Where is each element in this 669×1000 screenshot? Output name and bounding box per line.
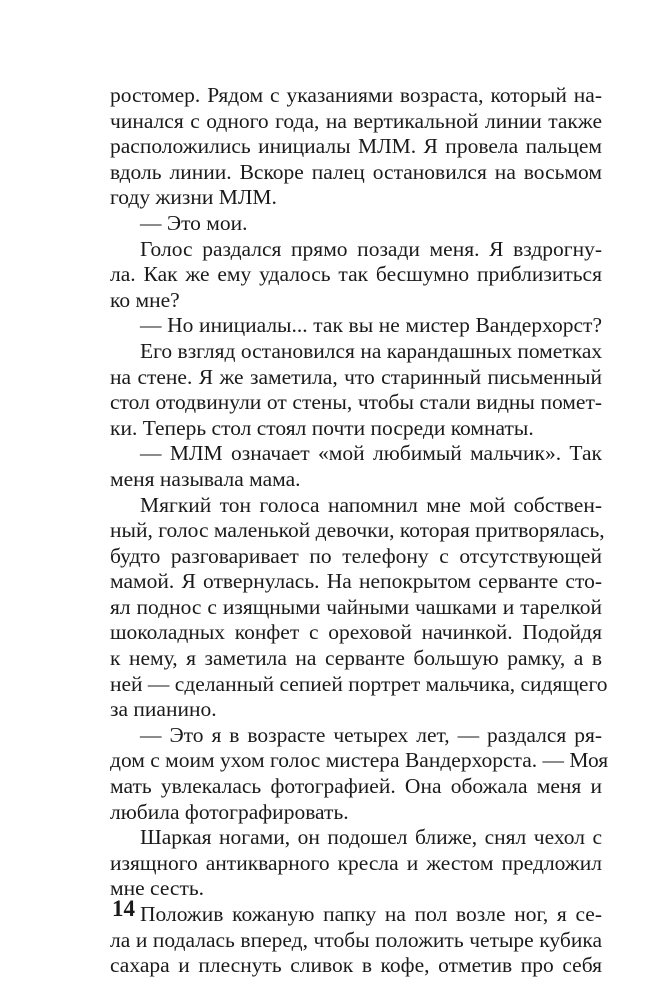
text-line: — Это я в возрасте четырех лет, — раздался ря- [140, 722, 602, 747]
text-line: за пианино. [110, 697, 217, 722]
text-line: ростомер. Рядом с указаниями возраста, который на- [110, 83, 602, 107]
text-line: любила фотографировать. [110, 799, 349, 824]
text-line: ней — сделанный сепией портрет мальчика, сидящего [110, 671, 608, 696]
text-line: Положив кожаную папку на пол возле ног, я се- [140, 902, 602, 926]
text-line: меня называла мама. [110, 466, 301, 491]
text-line: Шаркая ногами, он подошел ближе, снял чехол с [140, 825, 602, 850]
text-line: мать увлекалась фотографией. Она обожала меня и [110, 774, 602, 799]
text-line: — Это мои. [140, 210, 248, 235]
text-line: мамой. Я отвернулась. На непокрытом серванте сто- [110, 569, 602, 594]
text-line: году жизни МЛМ. [110, 185, 277, 210]
text-line: ко мне? [110, 287, 180, 312]
text-line: стол отодвинули от стены, чтобы стали видны помет- [110, 390, 602, 415]
text-line: вдоль линии. Вскоре палец остановился на восьмом [110, 159, 602, 184]
text-line: Его взгляд остановился на карандашных пометках [140, 338, 603, 363]
text-line: на стене. Я же заметила, что старинный письменный [110, 364, 602, 389]
text-line: шоколадных конфет с ореховой начинкой. Подойдя [110, 620, 602, 645]
text-line: ял поднос с изящными чайными чашками и тарелкой [110, 594, 602, 619]
text-line: — Но инициалы... так вы не мистер Вандерхорст? [140, 313, 602, 338]
page-number: 14 [112, 896, 135, 921]
text-line: мне сесть. [110, 876, 205, 901]
text-line: ный, голос маленькой девочки, которая притворялась, [110, 518, 605, 543]
text-line: дом с моим ухом голос мистера Вандерхорста. — Моя [110, 748, 609, 773]
text-line: чинался с одного года, на вертикальной линии также [110, 108, 602, 133]
text-line: будто разговаривает по телефону с отсутствующей [110, 543, 602, 568]
page-text [110, 83, 609, 979]
text-line: — МЛМ означает «мой любимый мальчик». Так [140, 441, 602, 466]
text-line: к нему, я заметила на серванте большую рамку, а в [110, 646, 602, 671]
text-line: ки. Теперь стол стоял почти посреди комнаты. [110, 415, 534, 440]
text-line: ла. Как же ему удалось так бесшумно приблизиться [110, 262, 602, 287]
text-line: расположились инициалы МЛМ. Я провела пальцем [110, 134, 602, 159]
text-line: изящного антикварного кресла и жестом предложил [110, 850, 602, 875]
text-line: ла и подалась вперед, чтобы положить четыре кубика [110, 927, 602, 952]
text-line: Мягкий тон голоса напомнил мне мой собствен- [140, 492, 602, 517]
text-line: Голос раздался прямо позади меня. Я вздрогну- [140, 236, 602, 261]
text-line: сахара и плеснуть сливок в кофе, отметив про себя [110, 953, 602, 978]
